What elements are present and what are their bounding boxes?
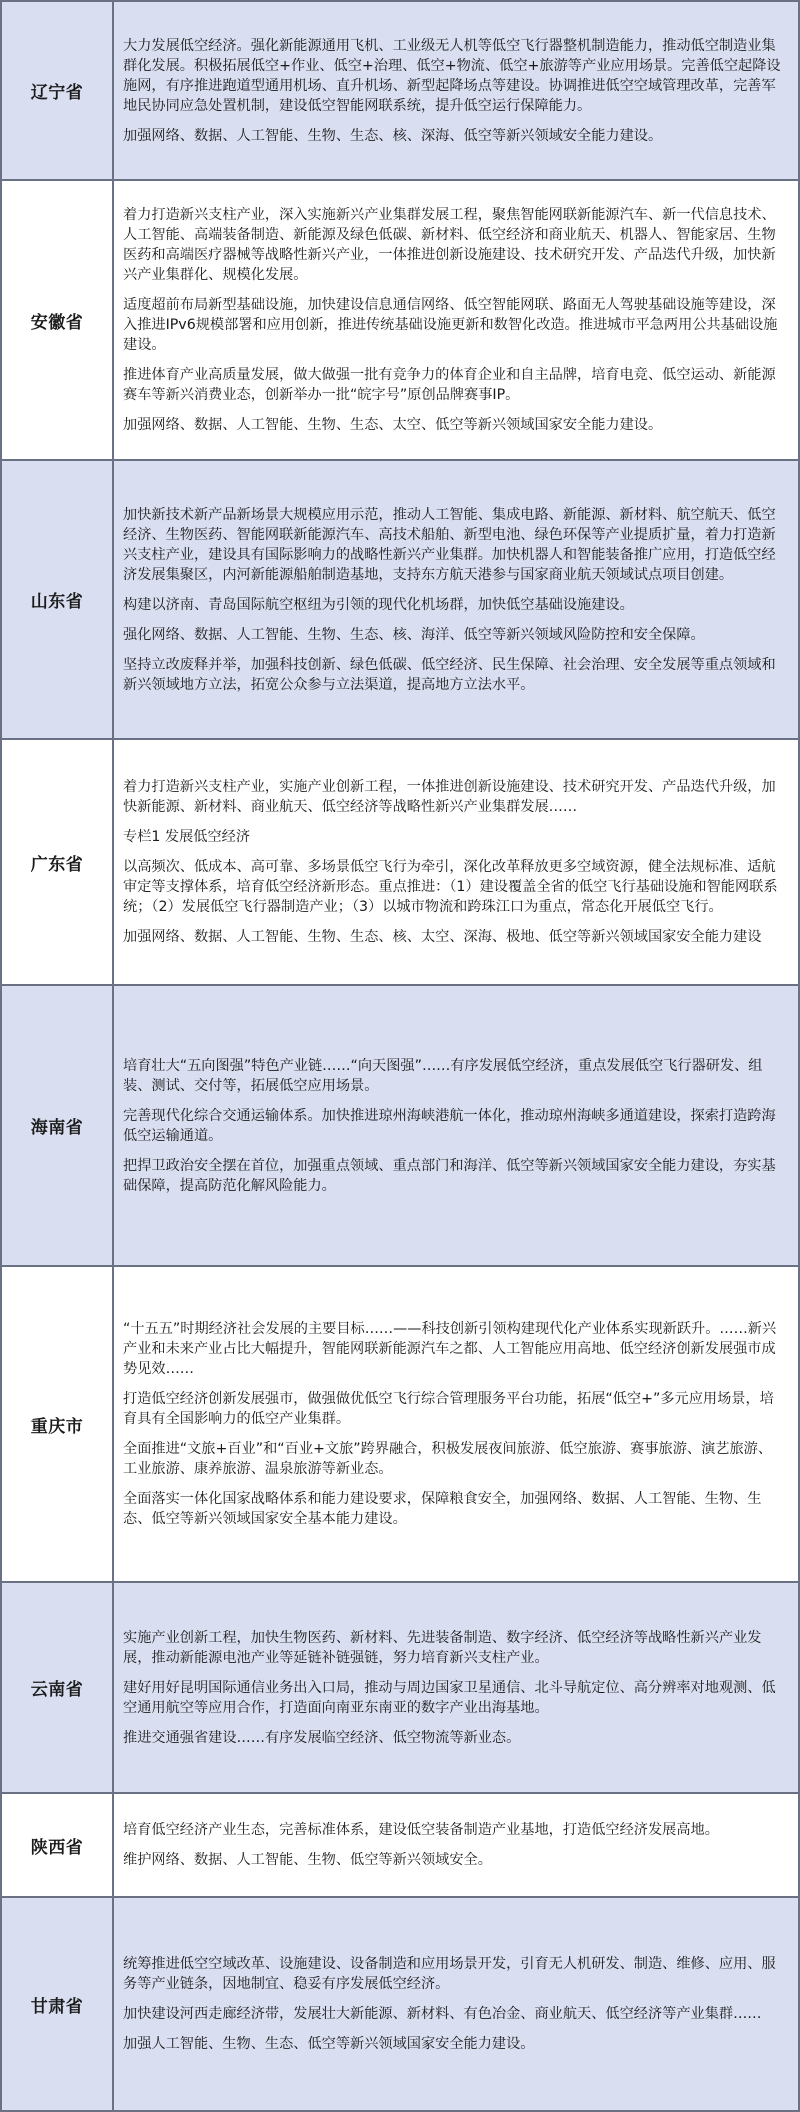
province-name: 甘肃省	[1, 1897, 113, 2111]
province-name: 广东省	[1, 739, 113, 985]
policy-content	[113, 985, 799, 1266]
policy-paragraph: 强化网络、数据、人工智能、生物、生态、核、海洋、低空等新兴领域风险防控和安全保障。	[123, 626, 705, 643]
policy-paragraph: 统筹推进低空空域改革、设施建设、设备制造和应用场景开发，引育无人机研发、制造、维修、应用、服务等产业链条，因地制宜、稳妥有序发展低空经济。	[123, 1956, 776, 1992]
policy-paragraph: 着力打造新兴支柱产业，深入实施新兴产业集群发展工程，聚焦智能网联新能源汽车、新一代信息技术、人工智能、高端装备制造、新能源及绿色低碳、新材料、低空经济和商业航天、机器人、智能家居、生物医药和高端医疗器械等战略性新兴产业，一体推进创新设施建设、技术研究开发、产品迭代升级，加快新兴产业集群化、规模化发展。	[123, 207, 776, 283]
table-row	[1, 180, 799, 460]
table-row	[1, 1, 799, 180]
policy-paragraph: 适度超前布局新型基础设施，加快建设信息通信网络、低空智能网联、路面无人驾驶基础设施等建设，深入推进IPv6规模部署和应用创新，推进传统基础设施更新和数智化改造。推进城市平急两用公共基础设施建设。	[123, 297, 778, 353]
province-name: 辽宁省	[1, 1, 113, 180]
policy-paragraph: 把捍卫政治安全摆在首位，加强重点领域、重点部门和海洋、低空等新兴领域国家安全能力建设，夯实基础保障，提高防范化解风险能力。	[123, 1157, 776, 1194]
policy-content	[113, 1, 799, 180]
policy-paragraph: 以高频次、低成本、高可靠、多场景低空飞行为牵引，深化改革释放更多空域资源，健全法规标准、适航审定等支撑体系，培育低空经济新形态。重点推进：（1）建设覆盖全省的低空飞行基础设施和智能网联系统；（2）发展低空飞行器制造产业；（3）以城市物流和跨珠江口为重点，常态化开展低空飞行。	[123, 859, 778, 915]
table-row	[1, 460, 799, 739]
policy-content	[113, 1266, 799, 1582]
table-row	[1, 1897, 799, 2111]
policy-content	[113, 1793, 799, 1897]
policy-paragraph: 培育低空经济产业生态，完善标准体系，建设低空装备制造产业基地，打造低空经济发展高地。	[123, 1822, 719, 1838]
policy-paragraph: 打造低空经济创新发展强市，做强做优低空飞行综合管理服务平台功能，拓展“低空+”多元应用场景，培育具有全国影响力的低空产业集群。	[123, 1391, 774, 1427]
province-name: 重庆市	[1, 1266, 113, 1582]
policy-paragraph: 推进交通强省建设……有序发展临空经济、低空物流等新业态。	[123, 1729, 521, 1746]
policy-paragraph: 全面落实一体化国家战略体系和能力建设要求，保障粮食安全，加强网络、数据、人工智能、生物、生态、低空等新兴领域国家安全基本能力建设。	[123, 1491, 762, 1527]
policy-paragraph: 加强人工智能、生物、生态、低空等新兴领域国家安全能力建设。	[123, 2036, 535, 2052]
column-heading: 专栏1 发展低空经济	[123, 829, 251, 845]
policy-paragraph: 构建以济南、青岛国际航空枢纽为引领的现代化机场群，加快低空基础设施建设。	[123, 596, 634, 613]
policy-paragraph: 推进体育产业高质量发展，做大做强一批有竞争力的体育企业和自主品牌，培育电竞、低空运动、新能源赛车等新兴消费业态，创新举办一批“皖字号”原创品牌赛事IP。	[123, 367, 776, 403]
policy-paragraph: 加快新技术新产品新场景大规模应用示范，推动人工智能、集成电路、新能源、新材料、航空航天、低空经济、生物医药、智能网联新能源汽车、高技术船舶、新型电池、绿色环保等产业提质扩量，着力打造新兴支柱产业，建设具有国际影响力的战略性新兴产业集群。加快机器人和智能装备推广应用，打造低空经济发展集聚区，内河新能源船舶制造基地，支持东方航天港参与国家商业航天领域试点项目创建。	[123, 506, 776, 583]
policy-paragraph: 坚持立改废释并举，加强科技创新、绿色低碳、低空经济、民生保障、社会治理、安全发展等重点领域和新兴领域地方立法，拓宽公众参与立法渠道，提高地方立法水平。	[123, 656, 776, 693]
policy-paragraph: 实施产业创新工程，加快生物医药、新材料、先进装备制造、数字经济、低空经济等战略性新兴产业发展，推动新能源电池产业等延链补链强链，努力培育新兴支柱产业。	[123, 1629, 762, 1666]
table-row	[1, 1266, 799, 1582]
province-name: 海南省	[1, 985, 113, 1266]
policy-paragraph: 加强网络、数据、人工智能、生物、生态、核、深海、低空等新兴领域安全能力建设。	[123, 127, 663, 144]
policy-paragraph: 培育壮大“五向图强”特色产业链……“向天图强”……有序发展低空经济，重点发展低空飞行器研发、组装、测试、交付等，拓展低空应用场景。	[123, 1057, 763, 1094]
policy-content	[113, 1897, 799, 2111]
policy-content	[113, 739, 799, 985]
policy-paragraph: 建好用好昆明国际通信业务出入口局，推动与周边国家卫星通信、北斗导航定位、高分辨率对地观测、低空通用航空等应用合作，打造面向南亚东南亚的数字产业出海基地。	[123, 1679, 776, 1716]
policy-paragraph: 加强网络、数据、人工智能、生物、生态、太空、低空等新兴领域国家安全能力建设。	[123, 417, 663, 433]
policy-content	[113, 1582, 799, 1793]
policy-paragraph: 加快建设河西走廊经济带，发展壮大新能源、新材料、有色冶金、商业航天、低空经济等产业集群……	[123, 2006, 762, 2022]
policy-paragraph: 大力发展低空经济。强化新能源通用飞机、工业级无人机等低空飞行器整机制造能力，推动低空制造业集群化发展。积极拓展低空+作业、低空+治理、低空+物流、低空+旅游等产业应用场景。完善低空起降设施网，有序推进跑道型通用机场、直升机场、新型起降场点等建设。协调推进低空空域管理改革，完善军地民协同应急处置机制，建设低空智能网联系统，提升低空运行保障能力。	[123, 37, 781, 114]
policy-content	[113, 460, 799, 739]
province-name: 山东省	[1, 460, 113, 739]
province-name: 安徽省	[1, 180, 113, 460]
table-row	[1, 1582, 799, 1793]
province-name: 云南省	[1, 1582, 113, 1793]
policy-paragraph: 完善现代化综合交通运输体系。加快推进琼州海峡港航一体化，推动琼州海峡多通道建设，探索打造跨海低空运输通道。	[123, 1107, 776, 1144]
table-row	[1, 739, 799, 985]
policy-paragraph: 维护网络、数据、人工智能、生物、低空等新兴领域安全。	[123, 1852, 492, 1868]
table-row	[1, 1793, 799, 1897]
policy-paragraph: 加强网络、数据、人工智能、生物、生态、核、太空、深海、极地、低空等新兴领域国家安全能力建设	[123, 929, 762, 945]
policy-paragraph: 着力打造新兴支柱产业，实施产业创新工程，一体推进创新设施建设、技术研究开发、产品迭代升级，加快新能源、新材料、商业航天、低空经济等战略性新兴产业集群发展……	[123, 779, 776, 815]
province-name: 陕西省	[1, 1793, 113, 1897]
policy-paragraph: “十五五”时期经济社会发展的主要目标……——科技创新引领构建现代化产业体系实现新跃升。……新兴产业和未来产业占比大幅提升，智能网联新能源汽车之都、人工智能应用高地、低空经济创新发展强市成势见效……	[123, 1321, 777, 1377]
policy-paragraph: 全面推进“文旅+百业”和“百业+文旅”跨界融合，积极发展夜间旅游、低空旅游、赛事旅游、演艺旅游、工业旅游、康养旅游、温泉旅游等新业态。	[123, 1441, 773, 1477]
policy-content	[113, 180, 799, 460]
table-row	[1, 985, 799, 1266]
